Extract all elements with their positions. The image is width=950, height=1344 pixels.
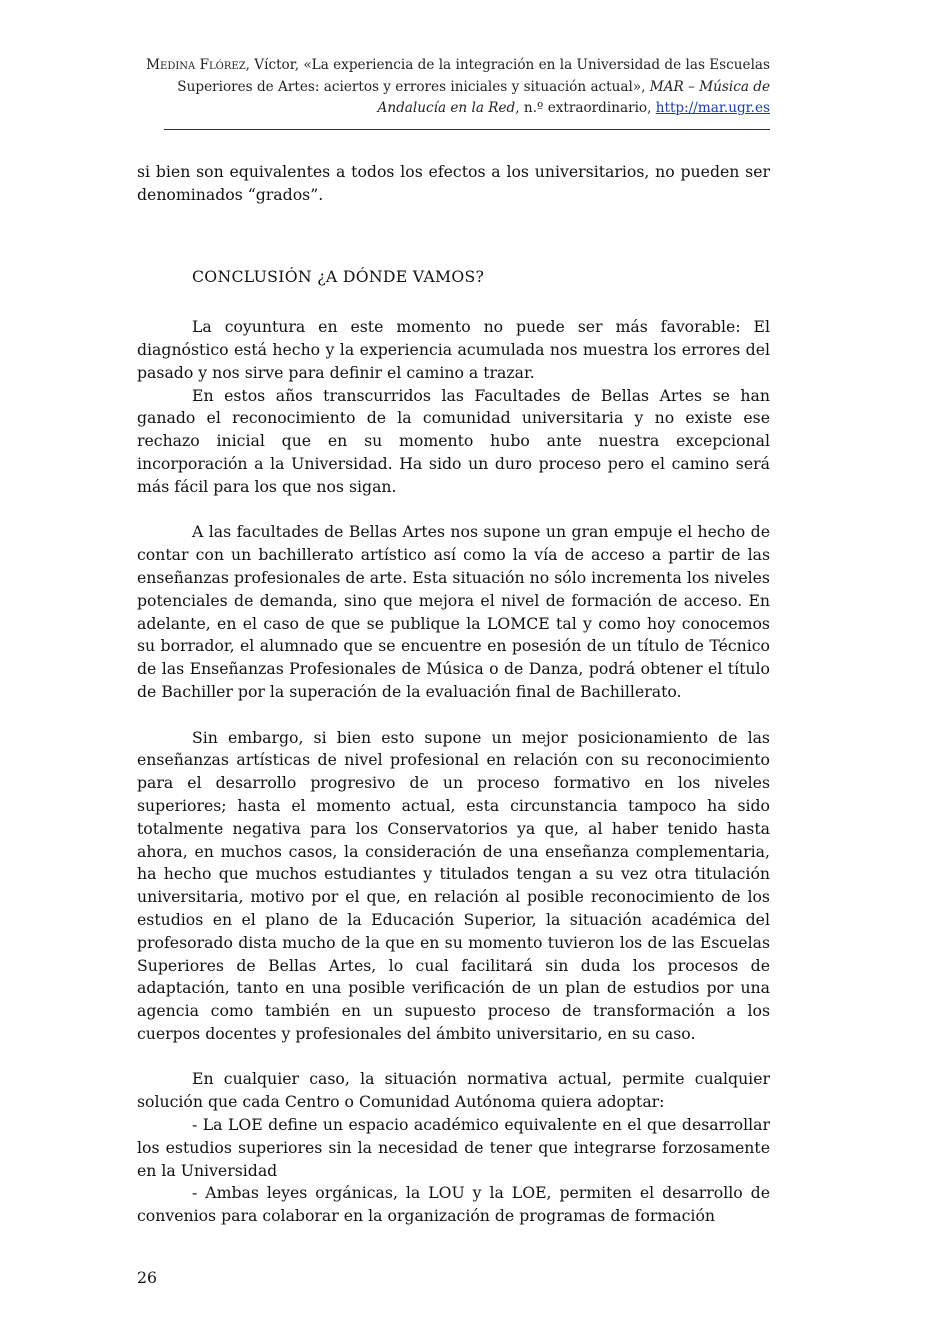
list-item-loe: - La LOE define un espacio académico equivalente en el que desarrollar los estudios superiores sin la necesidad de tener que integrarse forzosamente en la Universidad <box>137 1115 770 1180</box>
carryover-paragraph: si bien son equivalentes a todos los efectos a los universitarios, no pueden ser denominados “grados”. <box>137 162 770 204</box>
paragraph-2: En estos años transcurridos las Facultades de Bellas Artes se han ganado el reconocimiento de la comunidad universitaria y no existe ese rechazo inicial que en su momento hubo ante nuestra excepcional incorporación a la Universidad. Ha sido un duro proceso pero el camino será más fácil para los que nos sigan. <box>137 385 770 496</box>
journal-link[interactable]: http://mar.ugr.es <box>655 100 770 116</box>
citation-text: , Víctor, «La experiencia de la integración en la Universidad de las Escuelas Superiores de Artes: aciertos y errores iniciales y situación actual», <box>177 57 770 95</box>
citation-author: Medina Flórez <box>146 57 246 73</box>
citation-header <box>140 55 770 120</box>
section-heading: CONCLUSIÓN ¿A DÓNDE VAMOS? <box>192 267 485 287</box>
paragraph-1: La coyuntura en este momento no puede ser más favorable: El diagnóstico está hecho y la experiencia acumulada nos muestra los errores del pasado y nos sirve para definir el camino a trazar. <box>137 317 770 382</box>
citation-journal: MAR – Música de Andalucía en la Red <box>377 78 770 116</box>
list-item-lou-loe: - Ambas leyes orgánicas, la LOU y la LOE, permiten el desarrollo de convenios para colaborar en la organización de programas de formación <box>137 1183 770 1226</box>
header-divider <box>164 129 770 130</box>
paragraph-4: Sin embargo, si bien esto supone un mejor posicionamiento de las enseñanzas artísticas de nivel profesional en relación con su reconocimiento para el desarrollo progresivo de un proceso formativo en los niveles superiores; hasta el momento actual, esta circunstancia tampoco ha sido totalmente negativa para los Conservatorios ya que, al haber tenido hasta ahora, en muchos casos, la consideración de una enseñanza complementaria, ha hecho que muchos estudiantes y titulados tengan a su vez otra titulación universitaria, motivo por el que, en relación al posible reconocimiento de los estudios en el plano de la Educación Superior, la situación académica del profesorado dista mucho de la que en su momento tuvieron los de las Escuelas Superiores de Bellas Artes, lo cual facilitará sin duda los procesos de adaptación, tanto en una posible verificación de un plan de estudios por una agencia como también en un supuesto proceso de transformación a los cuerpos docentes y profesionales del ámbito universitario, en su caso. <box>137 727 770 1043</box>
page-number: 26 <box>137 1268 157 1287</box>
paragraph-5: En cualquier caso, la situación normativa actual, permite cualquier solución que cada Centro o Comunidad Autónoma quiera adoptar: <box>137 1069 770 1112</box>
article-body <box>137 161 770 1228</box>
citation-issue: , n.º extraordinario, <box>515 100 656 116</box>
paragraph-3: A las facultades de Bellas Artes nos supone un gran empuje el hecho de contar con un bachillerato artístico así como la vía de acceso a partir de las enseñanzas profesionales de arte. Esta situación no sólo incrementa los niveles potenciales de demanda, sino que mejora el nivel de formación de acceso. En adelante, en el caso de que se publique la LOMCE tal y como hoy conocemos su borrador, el alumnado que se encuentre en posesión de un título de Técnico de las Enseñanzas Profesionales de Música o de Danza, podrá obtener el título de Bachiller por la superación de la evaluación final de Bachillerato. <box>137 522 770 701</box>
